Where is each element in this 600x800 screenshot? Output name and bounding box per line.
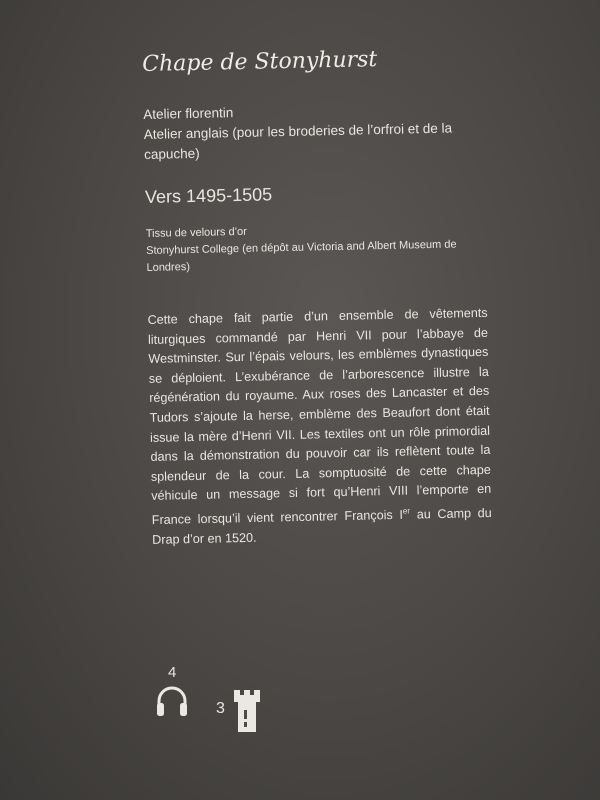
- headphones-icon: [154, 684, 190, 723]
- workshop-english: Atelier anglais (pour les broderies de l’orfroi et de la capuche): [143, 120, 453, 162]
- visitor-icons: [150, 660, 290, 740]
- artwork-date: Vers 1495-1505: [144, 184, 273, 207]
- description-part-2: au Camp du Drap d’or en 1520.: [152, 505, 492, 547]
- workshop-florentine: Atelier florentin: [143, 105, 234, 122]
- artwork-title: Chape de Stonyhurst: [142, 47, 378, 77]
- museum-label-panel: [142, 45, 492, 550]
- audio-guide-number: 4: [168, 664, 177, 681]
- tower-icon: [232, 688, 262, 739]
- artwork-lender: Stonyhurst College (en dépôt au Victoria and Albert Museum de Londres): [146, 238, 457, 274]
- artwork-description: [147, 304, 492, 550]
- description-superscript: er: [402, 506, 411, 516]
- description-part-1: Cette chape fait partie d’un ensemble de vêtements liturgiques commandé par Henri VII pour l’abbaye de Westminster. Sur l’épais velours, les emblèmes dynastiques se déploient. L’exubérance de l’arborescence illustre la régénération du royaume. Aux roses des Lancaster et des Tudors s’ajoute la herse, emblème des Beaufort dont était issue la mère d’Henri VII. Les textiles ont un rôle primordial dans la démonstration du pouvoir car ils reflètent toute la splendeur de la cour. La somptuosité de cette chape véhicule un message si fort qu’Henri VIII l’emporte en France lorsqu’il vient rencontrer François I: [147, 305, 492, 528]
- artwork-material: Tissu de velours d’or: [145, 225, 248, 240]
- level-number: 3: [216, 700, 225, 717]
